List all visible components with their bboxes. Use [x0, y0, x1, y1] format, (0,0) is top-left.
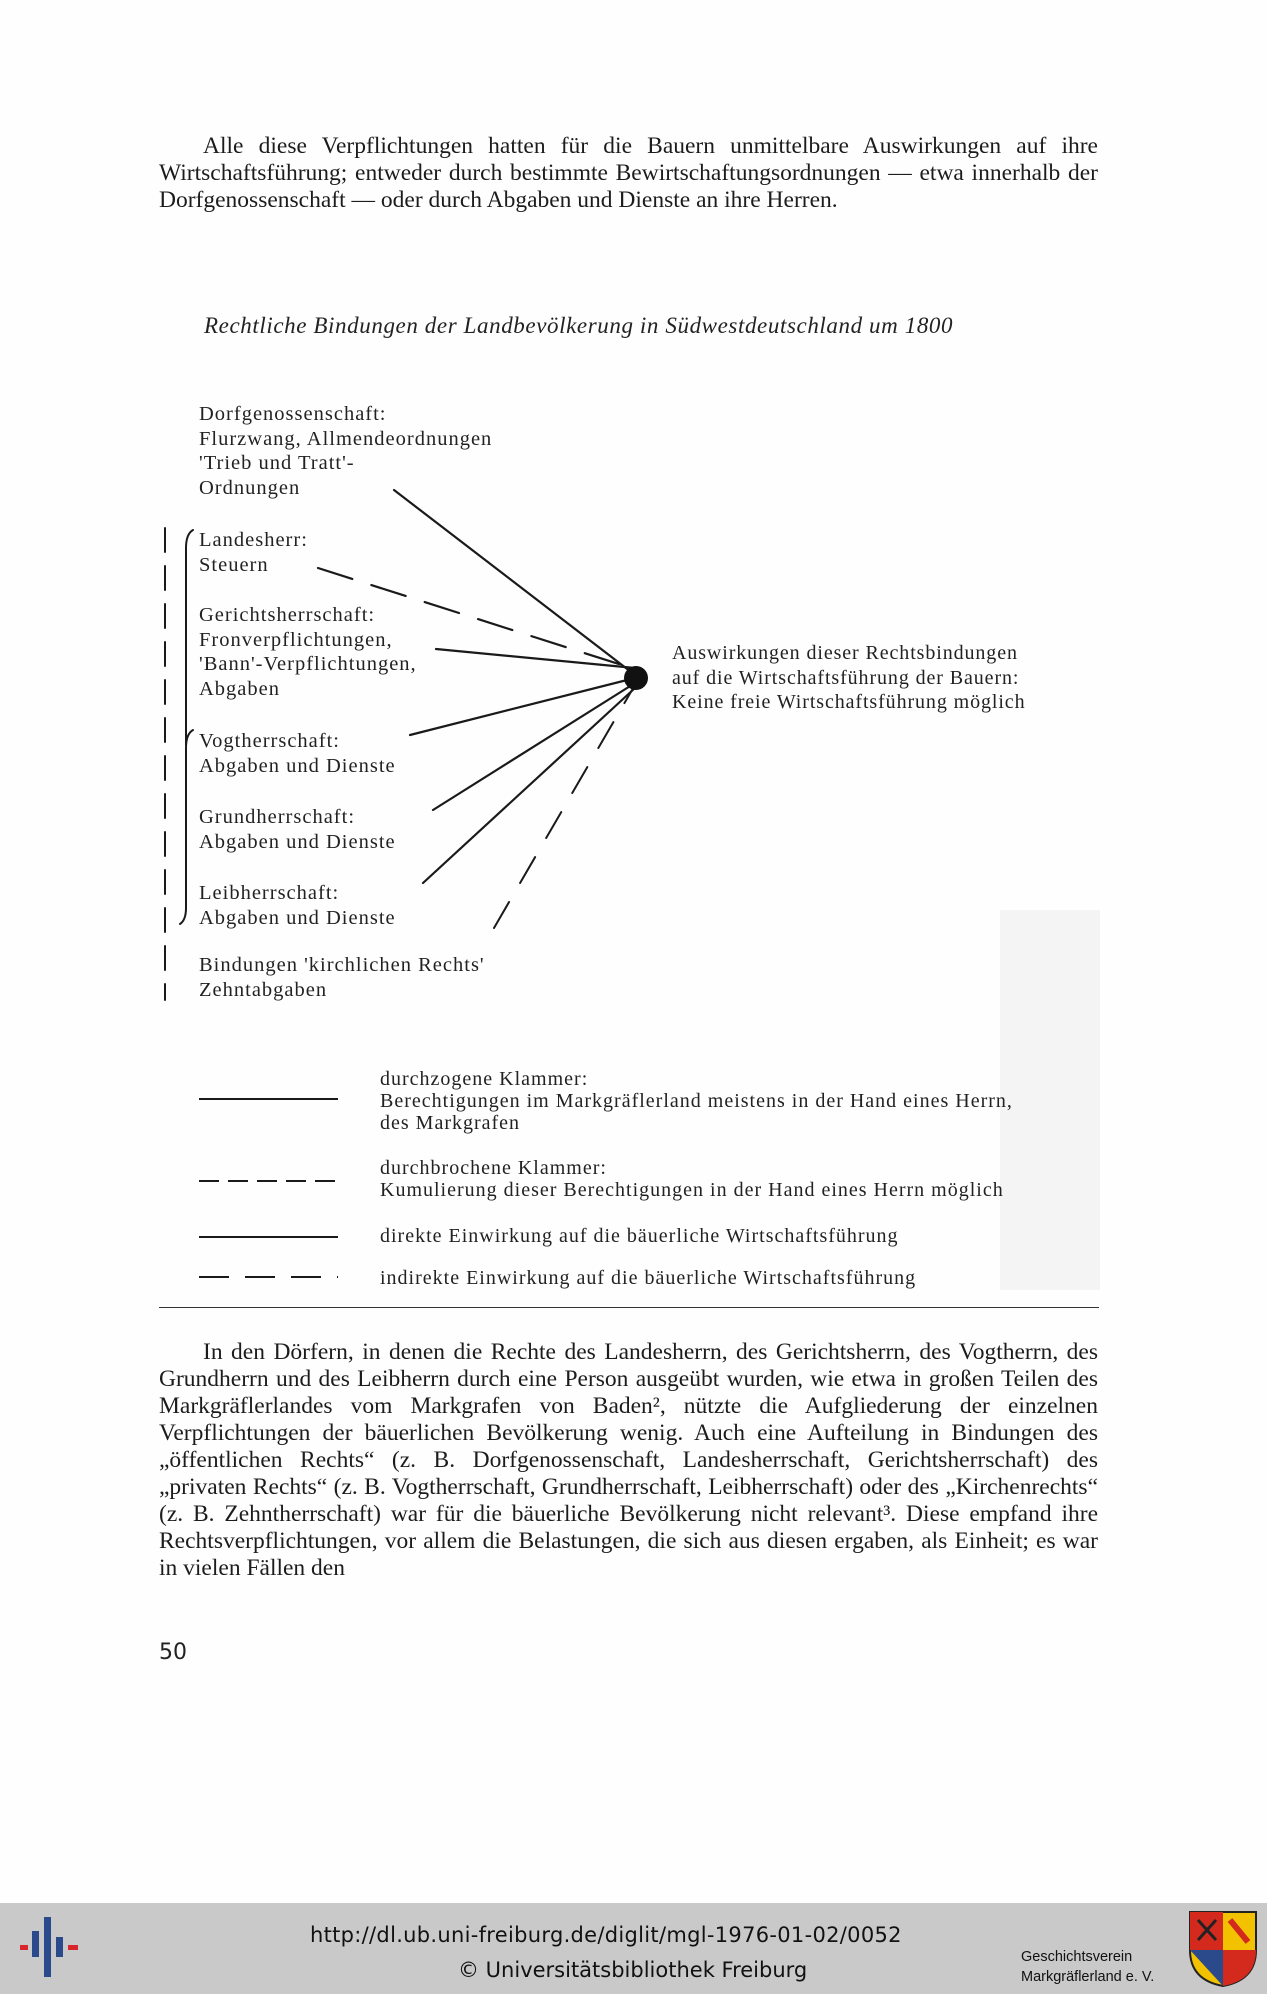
inner-solid-bracket — [186, 530, 193, 745]
figure-caption: Rechtliche Bindungen der Landbevölkerung in Südwestdeutschland um 1800 — [204, 313, 954, 338]
effect-line: Auswirkungen dieser Rechtsbindungen — [672, 642, 1018, 664]
label-line: Abgaben und Dienste — [199, 906, 396, 929]
label-line: Ordnungen — [199, 476, 301, 499]
intro-paragraph-text: Alle diese Verpflichtungen hatten für die Bauern unmittelbare Auswirkungen auf ihre Wirtschaftsführung; entweder durch bestimmte Bewirtschaftungsordnungen — etwa innerhalb der Dorfgenossenschaft — oder durch Abgaben und Dienste an ihre Herren. — [159, 133, 1098, 213]
publisher-line: Markgräflerland e. V. — [1021, 1969, 1155, 1985]
ub-logo-icon[interactable] — [20, 1917, 80, 1977]
legend-solid-bracket — [380, 1068, 1013, 1134]
figure-bottom-rule — [159, 1307, 1099, 1308]
coat-of-arms-icon — [1188, 1910, 1258, 1988]
label-line: Dorfgenossenschaft: — [199, 403, 387, 425]
publisher-line: Geschichtsverein — [1021, 1949, 1133, 1965]
link-dorfgenossenschaft — [394, 490, 635, 675]
label-line: Bindungen 'kirchlichen Rechts' — [199, 954, 485, 976]
label-gerichtsherrschaft — [199, 603, 417, 701]
legend-line: Berechtigungen im Markgräflerland meistens in der Hand eines Herrn, — [380, 1090, 1013, 1112]
label-line: Abgaben und Dienste — [199, 830, 396, 853]
main-paragraph-text: In den Dörfern, in denen die Rechte des Landesherrn, des Gerichtsherrn, des Vogtherrn, des Grundherrn und des Leibherrn durch eine Person ausgeübt wurden, wie etwa in großen Teilen des Markgräflerlandes vom Markgrafen von Baden², nützte die Aufgliederung der einzelnen Verpflichtungen der bäuerlichen Bevölkerung wenig. Auch eine Aufteilung in Bindungen des „öffentlichen Rechts“ (z. B. Dorfgenossenschaft, Landesherrschaft, Gerichtsherrschaft) des „privaten Rechts“ (z. B. Vogtherrschaft, Grundherrschaft, Leibherrschaft) oder des „Kirchenrechts“ (z. B. Zehntherrschaft) war für die bäuerliche Bevölkerung nicht relevant³. Diese empfand ihre Rechtsverpflichtungen, vor allem die Belastungen, die sich aus diesen ergaben, als Einheit; es war in vielen Fällen den — [159, 1339, 1098, 1581]
label-landesherr — [199, 528, 308, 577]
label-line: Gerichtsherrschaft: — [199, 604, 376, 626]
effect-line: Keine freie Wirtschaftsführung möglich — [672, 691, 1026, 713]
legend-line: durchbrochene Klammer: — [380, 1157, 607, 1179]
legend-line: durchzogene Klammer: — [380, 1068, 589, 1090]
link-grundherrschaft — [433, 683, 635, 810]
legend-line: des Markgrafen — [380, 1112, 521, 1134]
label-line: Flurzwang, Allmendeordnungen — [199, 427, 493, 450]
main-paragraph — [159, 1339, 1098, 1582]
label-line: Zehntabgaben — [199, 978, 328, 1001]
label-vogtherrschaft — [199, 729, 396, 778]
legend-line: Kumulierung dieser Berechtigungen in der Hand eines Herrn möglich — [380, 1179, 1004, 1201]
label-line: Abgaben — [199, 677, 281, 700]
label-line: 'Trieb und Tratt'- — [199, 452, 355, 474]
effect-label — [672, 641, 1025, 715]
label-line: Fronverpflichtungen, — [199, 628, 393, 651]
legend-indirect — [380, 1267, 916, 1289]
label-grundherrschaft — [199, 805, 396, 854]
publisher-name — [1021, 1947, 1154, 1987]
label-line: Landesherr: — [199, 529, 308, 551]
effect-node — [624, 666, 648, 690]
inner-solid-bracket-lower — [180, 730, 193, 924]
link-leibherrschaft — [423, 688, 635, 883]
copyright-text: © Universitätsbibliothek Freiburg — [458, 1958, 808, 1982]
viewer-footer — [0, 1903, 1267, 1994]
label-leibherrschaft — [199, 881, 396, 930]
effect-line: auf die Wirtschaftsführung der Bauern: — [672, 666, 1020, 689]
label-kirchliches-recht — [199, 953, 485, 1002]
legend-line: direkte Einwirkung auf die bäuerliche Wirtschaftsführung — [380, 1225, 899, 1247]
legend-dashed-bracket — [380, 1157, 1004, 1201]
label-dorfgenossenschaft — [199, 402, 492, 500]
link-kirchlich — [494, 690, 632, 928]
label-line: Steuern — [199, 553, 269, 576]
label-line: Grundherrschaft: — [199, 806, 356, 828]
label-line: Leibherrschaft: — [199, 882, 340, 904]
label-line: 'Bann'-Verpflichtungen, — [199, 653, 417, 675]
label-line: Vogtherrschaft: — [199, 730, 341, 752]
page-number: 50 — [159, 1640, 187, 1665]
legend-direct — [380, 1225, 899, 1247]
document-url[interactable]: http://dl.ub.uni-freiburg.de/diglit/mgl-1976-01-02/0052 — [310, 1923, 902, 1947]
legend-line: indirekte Einwirkung auf die bäuerliche Wirtschaftsführung — [380, 1267, 917, 1289]
label-line: Abgaben und Dienste — [199, 754, 396, 777]
link-vogtherrschaft — [410, 678, 635, 735]
